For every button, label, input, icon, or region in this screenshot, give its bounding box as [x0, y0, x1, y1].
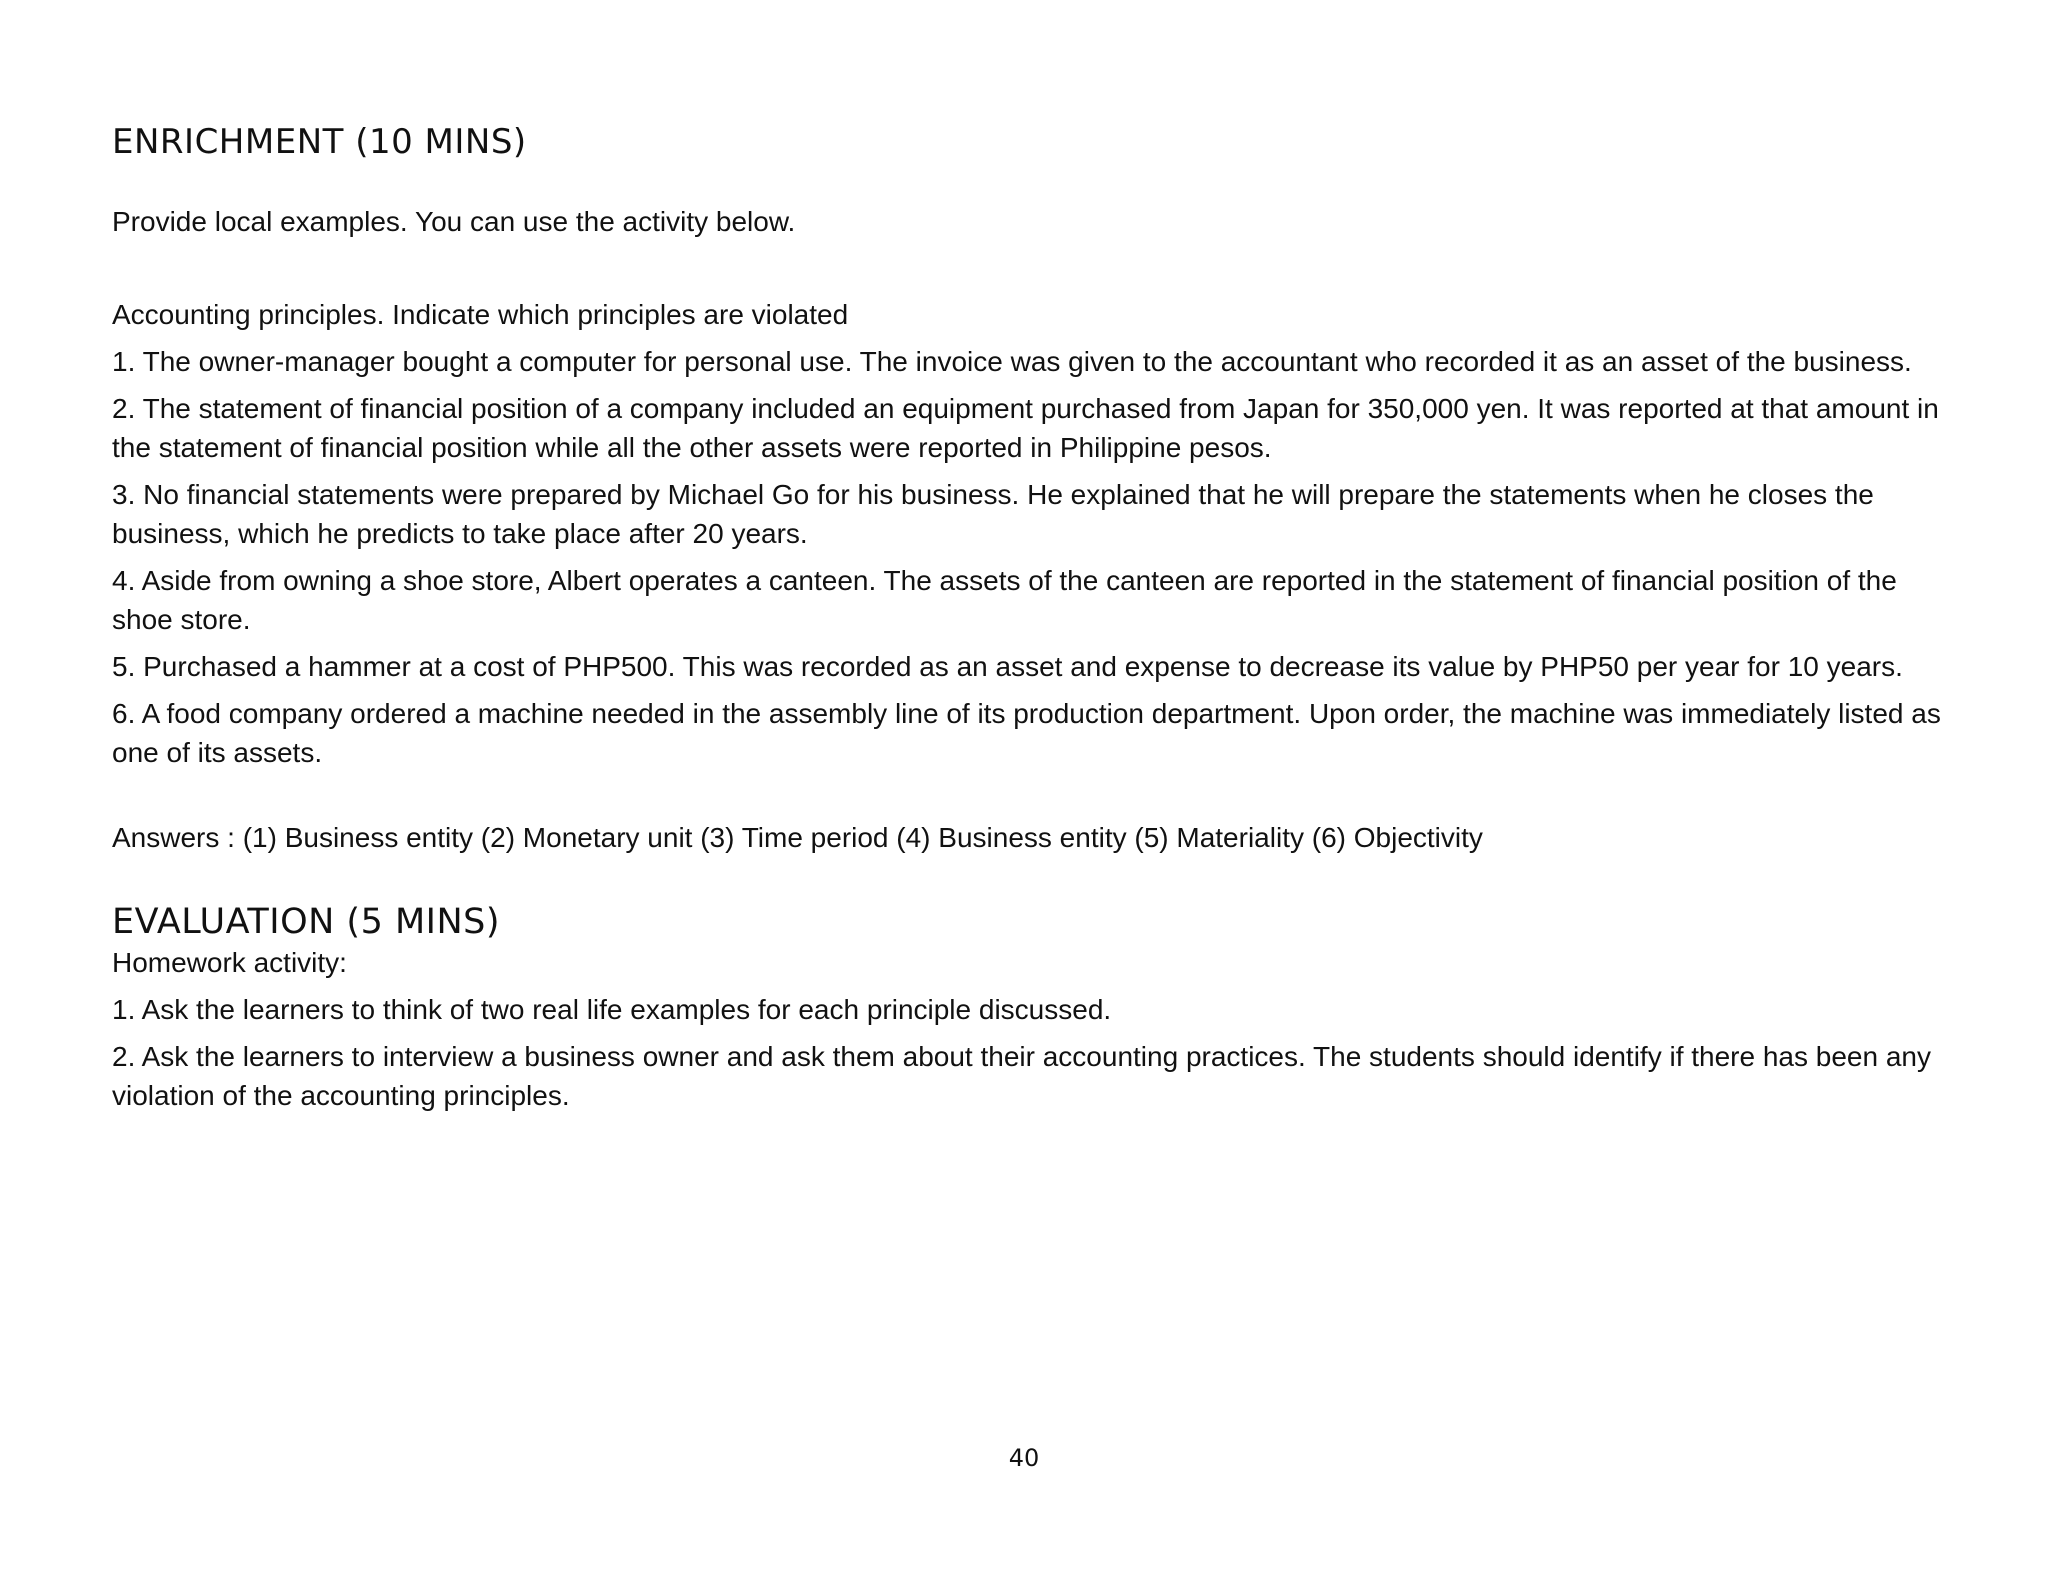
list-item: 2. Ask the learners to interview a business owner and ask them about their accounting practices. The students should identify if there has been any violation of the accounting principles.	[112, 1041, 1931, 1111]
page-number: 40	[1008, 1444, 1040, 1472]
enrichment-intro: Provide local examples. You can use the activity below.	[112, 206, 796, 237]
evaluation-heading: EVALUATION (5 MINS)	[112, 902, 501, 942]
list-item: 2. The statement of financial position of a company included an equipment purchased from Japan for 350,000 yen. It was reported at that amount in the statement of financial position while all the other assets were reported in Philippine pesos.	[112, 393, 1939, 463]
list-item: 6. A food company ordered a machine needed in the assembly line of its production department. Upon order, the machine was immediately listed as one of its assets.	[112, 698, 1941, 768]
enrichment-instructions: Accounting principles. Indicate which principles are violated	[112, 299, 849, 330]
enrichment-item-list	[112, 342, 1942, 772]
list-item: 1. The owner-manager bought a computer for personal use. The invoice was given to the accountant who recorded it as an asset of the business.	[112, 346, 1912, 377]
page-content	[112, 122, 1942, 1123]
homework-label: Homework activity:	[112, 947, 347, 978]
list-item: 5. Purchased a hammer at a cost of PHP500. This was recorded as an asset and expense to decrease its value by PHP50 per year for 10 years.	[112, 651, 1903, 682]
enrichment-answers: Answers : (1) Business entity (2) Monetary unit (3) Time period (4) Business entity (5) Materiality (6) Objectivity	[112, 822, 1483, 853]
list-item: 3. No financial statements were prepared by Michael Go for his business. He explained that he will prepare the statements when he closes the business, which he predicts to take place after 20 years.	[112, 479, 1874, 549]
enrichment-heading: ENRICHMENT (10 MINS)	[112, 122, 527, 162]
list-item: 1. Ask the learners to think of two real life examples for each principle discussed.	[112, 994, 1112, 1025]
list-item: 4. Aside from owning a shoe store, Albert operates a canteen. The assets of the canteen are reported in the statement of financial position of the shoe store.	[112, 565, 1897, 635]
evaluation-item-list	[112, 990, 1942, 1115]
